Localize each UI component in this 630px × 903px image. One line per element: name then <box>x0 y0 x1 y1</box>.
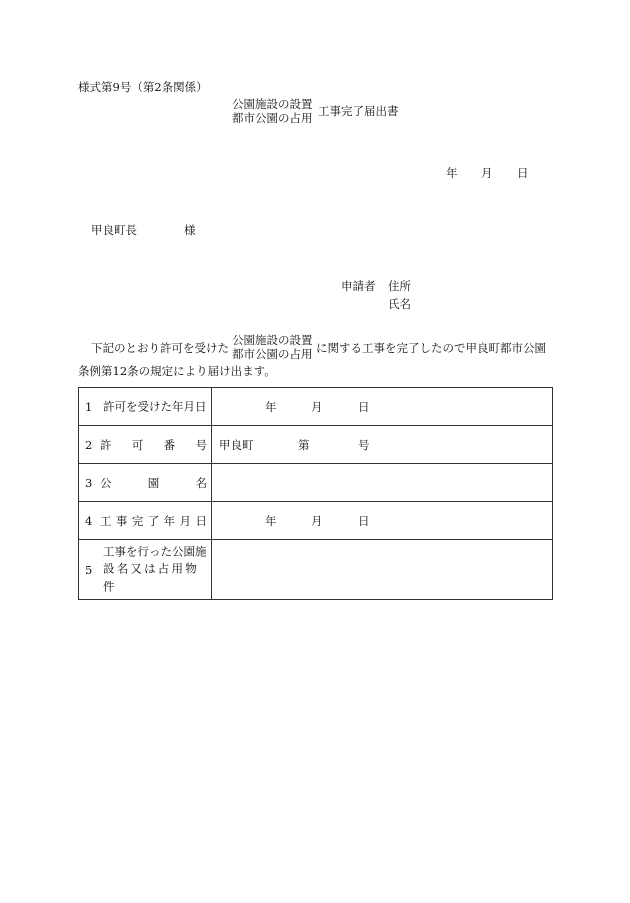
row-label-cell <box>79 502 212 540</box>
table-row <box>79 540 553 600</box>
row-label-line-1: 工事を行った公園施 <box>103 543 207 558</box>
date-day: 日 <box>517 166 529 180</box>
row-number: 1 <box>85 399 93 414</box>
date-year: 年 <box>446 166 458 180</box>
value-day: 日 <box>358 399 370 414</box>
body-prefix: 下記のとおり許可を受けた <box>91 341 229 355</box>
label-char: 年 <box>163 513 176 528</box>
name-label: 氏名 <box>388 297 411 311</box>
title-option-1: 公園施設の設置 <box>232 97 313 111</box>
value-town: 甲良町 <box>219 437 254 452</box>
row-value-cell <box>212 388 553 426</box>
table-row <box>79 426 553 464</box>
value-month: 月 <box>311 513 323 528</box>
value-day: 日 <box>358 513 370 528</box>
row-value-cell <box>212 540 553 600</box>
address-label: 住所 <box>388 279 411 293</box>
label-char: 号 <box>195 437 207 452</box>
value-year: 年 <box>265 513 277 528</box>
row-label <box>103 543 211 596</box>
label-char: 了 <box>147 513 160 528</box>
document-title: 工事完了届出書 <box>318 104 399 118</box>
label-char: 許 <box>100 437 112 452</box>
row-label <box>100 513 207 529</box>
body-option-1: 公園施設の設置 <box>232 333 313 347</box>
row-label-cell <box>79 464 212 502</box>
label-char: 事 <box>115 513 128 528</box>
applicant-label: 申請者 <box>341 279 376 293</box>
form-number: 様式第9号（第2条関係） <box>78 80 208 94</box>
label-char: 月 <box>179 513 192 528</box>
value-year: 年 <box>265 399 277 414</box>
row-label <box>100 475 207 491</box>
row-label-cell <box>79 388 212 426</box>
table-row <box>79 464 553 502</box>
row-value-cell <box>212 464 553 502</box>
label-char: 公 <box>100 475 112 490</box>
row-value-cell <box>212 426 553 464</box>
label-char: 番 <box>163 437 176 452</box>
label-char: 工 <box>100 513 112 528</box>
body-option-2: 都市公園の占用 <box>232 347 313 362</box>
row-number: 3 <box>85 475 93 490</box>
row-label <box>100 437 207 453</box>
row-label: 許可を受けた年月日 <box>103 398 207 413</box>
label-char: 日 <box>195 513 207 528</box>
date-month: 月 <box>481 166 493 180</box>
row-label-line-2: 設名又は占用物件 <box>103 561 199 594</box>
row-label-cell <box>79 426 212 464</box>
table-row <box>79 388 553 426</box>
label-char: 可 <box>131 437 144 452</box>
value-dai: 第 <box>298 437 310 452</box>
body-line2: 条例第12条の規定により届け出ます。 <box>78 364 276 378</box>
row-value-cell <box>212 502 553 540</box>
value-go: 号 <box>358 437 370 452</box>
body-options <box>232 333 313 362</box>
row-number: 5 <box>85 562 93 577</box>
title-options <box>232 97 313 126</box>
label-char: 名 <box>195 475 207 490</box>
value-month: 月 <box>311 399 323 414</box>
row-number: 4 <box>85 513 93 528</box>
row-label-cell <box>79 540 212 600</box>
details-table <box>78 387 553 600</box>
label-char: 完 <box>131 513 144 528</box>
body-suffix: に関する工事を完了したので甲良町都市公園 <box>316 341 546 355</box>
addressee-honorific: 様 <box>184 223 196 237</box>
addressee-name: 甲良町長 <box>91 223 137 237</box>
table-row <box>79 502 553 540</box>
label-char: 園 <box>147 475 160 490</box>
row-number: 2 <box>85 437 93 452</box>
title-option-2: 都市公園の占用 <box>232 111 313 126</box>
